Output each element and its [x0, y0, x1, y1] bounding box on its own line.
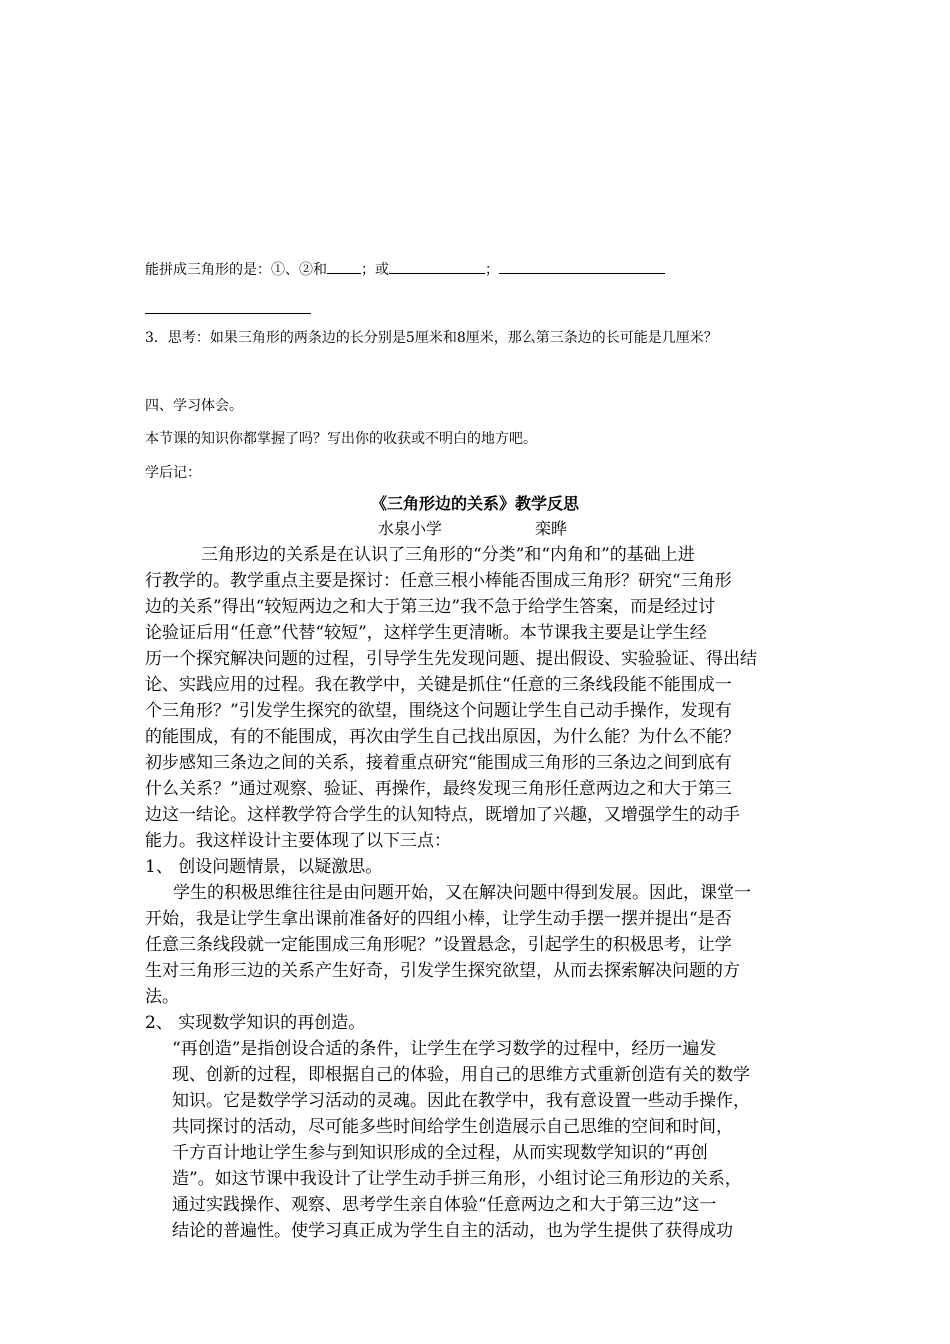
- blank-1[interactable]: [327, 259, 361, 274]
- point-1-line: 学生的积极思维往往是由问题开始，又在解决问题中得到发展。因此，课堂一: [173, 883, 751, 903]
- intro-line: 行教学的。教学重点主要是探讨：任意三根小棒能否围成三角形？研究“三角形: [145, 571, 732, 591]
- intro-line: 什么关系？”通过观察、验证、再操作，最终发现三角形任意两边之和大于第三: [145, 779, 732, 799]
- point-2-line: 造”。如这节课中我设计了让学生动手拼三角形，小组讨论三角形边的关系，: [172, 1169, 742, 1189]
- intro-paragraph: [145, 542, 805, 854]
- combo-answer-line: [145, 259, 665, 280]
- question-3: 3．思考：如果三角形的两条边的长分别是5厘米和8厘米，那么第三条边的长可能是几厘米？: [145, 330, 718, 346]
- point-2-line: “再创造”是指创设合适的条件，让学生在学习数学的过程中，经历一遍发: [172, 1039, 717, 1059]
- reflection-title: 《三角形边的关系》教学反思: [370, 494, 579, 513]
- point-2-line: 结论的普遍性。使学习真正成为学生自主的活动，也为学生提供了获得成功: [172, 1221, 733, 1241]
- point-1-line: 任意三条线段就一定能围成三角形呢？”设置悬念，引起学生的积极思考，让学: [145, 935, 732, 955]
- section-4-prompt: 本节课的知识你都掌握了吗？写出你的收获或不明白的地方吧。: [145, 431, 537, 447]
- intro-line: 边这一结论。这样教学符合学生的认知特点，既增加了兴趣，又增强学生的动手: [145, 805, 740, 825]
- combo-sep3: ；: [485, 262, 499, 278]
- answer-underline[interactable]: [145, 313, 311, 314]
- combo-prefix: 能拼成三角形的是：①: [145, 262, 285, 278]
- blank-2[interactable]: [389, 259, 485, 274]
- intro-line: 论验证后用“任意”代替“较短”，这样学生更清晰。本节课我主要是让学生经: [145, 623, 707, 643]
- point-1-line: 开始，我是让学生拿出课前准备好的四组小棒，让学生动手摆一摆并提出“是否: [145, 909, 732, 929]
- point-2-line: 知识。它是数学学习活动的灵魂。因此在教学中，我有意设置一些动手操作，: [172, 1091, 750, 1111]
- point-2-heading: 2、 实现数学知识的再创造。: [145, 1013, 366, 1033]
- intro-line: 边的关系”得出“较短两边之和大于第三边”我不急于给学生答案，而是经过讨: [145, 597, 716, 617]
- point-2-paragraph: [172, 1036, 812, 1244]
- point-1-line: 法。: [145, 987, 179, 1007]
- section-4-title: 四、学习体会。: [145, 398, 243, 414]
- point-2-line: 共同探讨的活动，尽可能多些时间给学生创造展示自己思维的空间和时间，: [172, 1117, 733, 1137]
- point-1-paragraph: [145, 880, 805, 1010]
- intro-line: 历一个探究解决问题的过程，引导学生先发现问题、提出假设、实验验证、得出结: [145, 649, 757, 669]
- intro-line: 三角形边的关系是在认识了三角形的“分类”和“内角和”的基础上进: [201, 545, 695, 565]
- point-2-line: 现、创新的过程，即根据自己的体验，用自己的思维方式重新创造有关的数学: [172, 1065, 750, 1085]
- point-2-line: 通过实践操作、观察、思考学生亲自体验“任意两边之和大于第三边”这一: [172, 1195, 717, 1215]
- blank-3[interactable]: [499, 259, 665, 274]
- intro-line: 的能围成，有的不能围成，再次由学生自己找出原因，为什么能？为什么不能？: [145, 727, 740, 747]
- point-1-heading: 1、 创设问题情景，以疑激思。: [145, 857, 383, 877]
- intro-line: 能力。我这样设计主要体现了以下三点：: [145, 831, 451, 851]
- point-1-line: 生对三角形三边的关系产生好奇，引发学生探究欲望，从而去探索解决问题的方: [145, 961, 740, 981]
- combo-sep2: ；或: [361, 262, 389, 278]
- author-name: 栾晔: [535, 519, 568, 538]
- intro-line: 初步感知三条边之间的关系，接着重点研究“能围成三角形的三条边之间到底有: [145, 753, 732, 773]
- intro-line: 论、实践应用的过程。我在教学中，关键是抓住“任意的三条线段能不能围成一: [145, 675, 732, 695]
- notes-label: 学后记：: [145, 465, 201, 481]
- point-2-line: 千方百计地让学生参与到知识形成的全过程，从而实现数学知识的“再创: [172, 1143, 708, 1163]
- combo-sep1: 、②和: [285, 262, 327, 278]
- school-name: 水泉小学: [378, 519, 443, 538]
- intro-line: 个三角形？”引发学生探究的欲望，围绕这个问题让学生自己动手操作，发现有: [145, 701, 732, 721]
